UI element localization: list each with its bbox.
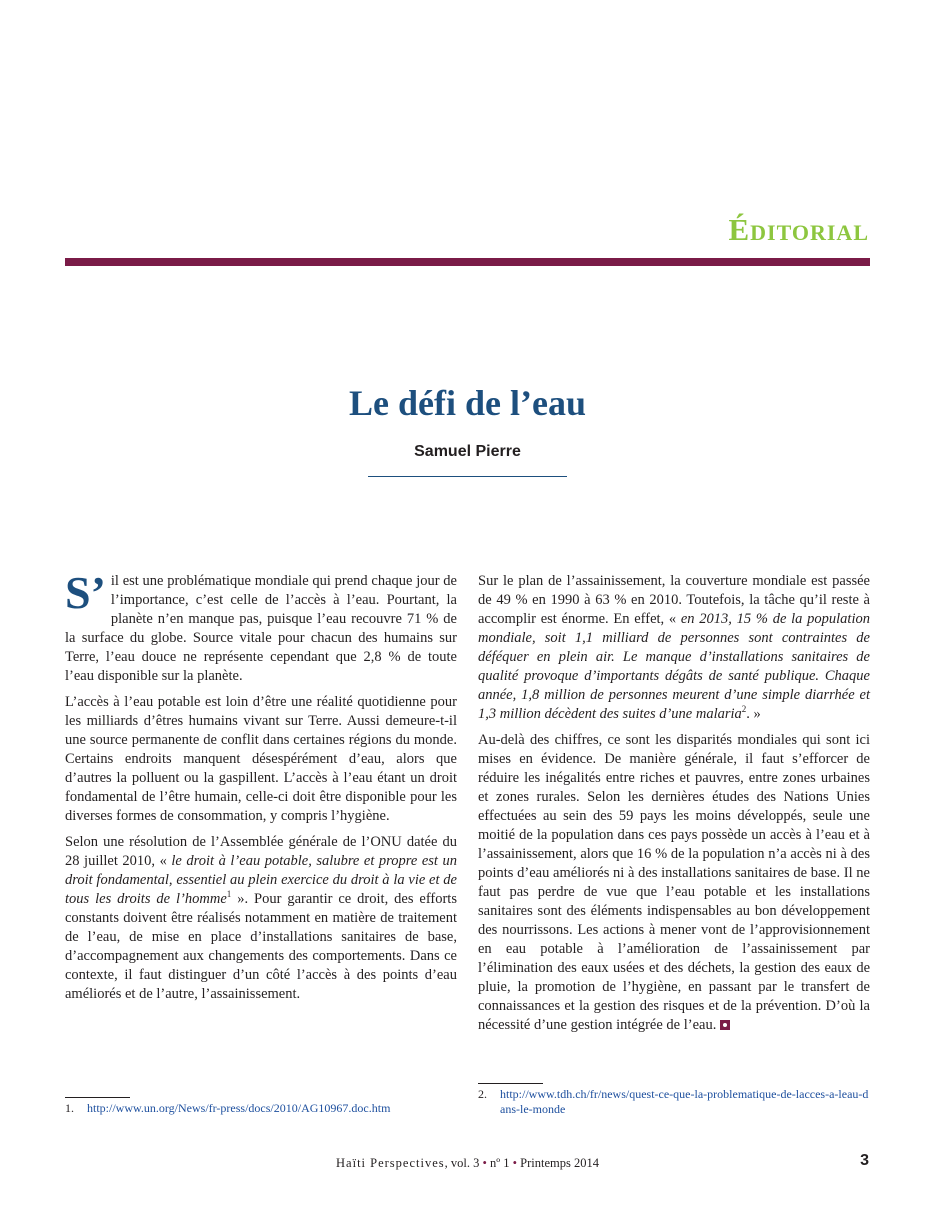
footer-separator-2: • [512,1156,518,1170]
article-title: Le défi de l’eau [349,383,586,423]
footnote-1-number: 1. [65,1101,74,1115]
footer-season: Printemps 2014 [517,1156,599,1170]
footnote-ref-2[interactable]: 2 [741,704,747,715]
section-label: Éditorial [728,212,869,247]
article-author: Samuel Pierre [414,443,521,460]
footnote-2-link[interactable]: http://www.tdh.ch/fr/news/quest-ce-que-la-problematique-de-lacces-a-leau-dans-le-monde [500,1087,869,1116]
footnote-1 [65,1101,457,1116]
paragraph-1 [65,567,457,686]
paragraph-1-text: il est une problématique mondiale qui prend chaque jour de l’importance, c’est celle de l’accès à l’eau. Pourtant, la planète n’en manque pas, puisque l’eau recouvre 71 % de la surface du globe. Source vitale pour chacun des humains sur Terre, l’eau douce ne représente cependant que 2,8 % de toute l’eau disponible sur la planète. [65,573,457,684]
footer-volume: , vol. 3 [444,1156,483,1170]
paragraph-5 [478,731,870,1035]
footnote-rule-right [478,1083,543,1084]
paragraph-2: L’accès à l’eau potable est loin d’être une réalité quotidienne pour les milliards d’êtres humains vivant sur Terre. Aussi demeure-t-il une source permanente de conflit dans certaines régions du monde. Certains endroits manquent désespérément d’eau, alors que d’autres la polluent ou la gaspillent. L’accès à l’eau étant un droit fondamental de l’être humain, celle-ci doit être disponible pour les diverses formes de consommation, y compris l’hygiène. [65,694,457,824]
left-column [65,567,457,1011]
paragraph-3-text-b: ». Pour garantir ce droit, des efforts constants doivent être réalisés notamment en matière de traitement de l’eau, de mise en place d’installations sanitaires de base, d’accompagnement aux changements des comportements. Dans ce contexte, il faut distinguer d’un côté l’accès à des points d’eau améliorés et de l’autre, l’assainissement. [65,891,457,1002]
paragraph-5-text: Au-delà des chiffres, ce sont les disparités mondiales qui sont ici mises en évidence. De manière générale, il faut s’efforcer de réduire les inégalités entre riches et pauvres, entre zones urbaines et zones rurales. Selon les dernières études des Nations Unies effectuées au sein des 59 pays les moins développés, seule une moitié de la population dans ces pays possède un accès à l’eau et à l’assainissement, alors que 16 % de la population n’a accès ni à des points d’eau améliorés ni à des installations sanitaires de base. Il ne faut pas perdre de vue que l’eau potable et les installations sanitaires sont des éléments indispensables au bon développement des nourrissons. Les actions à mener vont de l’approvisionnement en eau potable à l’amélioration de l’assainissement par l’élimination des eaux usées et des déchets, la gestion des eaux de pluie, la promotion de l’hygiène, en passant par le transfert de connaissances et la gestion des risques et de la prévention. D’où la nécessité d’une gestion intégrée de l’eau. [478,732,870,1033]
right-column [478,572,870,1042]
journal-name: Haïti Perspectives [336,1156,445,1170]
paragraph-4 [478,572,870,724]
author-divider [368,476,567,477]
paragraph-3 [65,833,457,1004]
sanitation-quote: en 2013, 15 % de la population mondiale, soit 1,1 milliard de personnes sont contraintes de déféquer en plein air. Le manque d’installations sanitaires de qualité provoque d’importants dégâts de santé publique. Chaque année, 1,8 million de personnes meurent d’une simple diarrhée et 1,3 million décèdent des suites d’une malaria [478,611,870,722]
paragraph-4-text-b: . » [746,706,761,722]
header-rule [65,258,870,266]
end-of-article-icon [720,1020,730,1030]
page-number: 3 [860,1152,869,1169]
drop-cap: S’ [65,567,106,618]
footnote-2-number: 2. [478,1087,487,1101]
footnote-rule-left [65,1097,130,1098]
paragraph-3-text-a: Selon une résolution de l’Assemblée générale de l’ONU datée du 28 juillet 2010, « [65,834,457,869]
footnote-2 [478,1087,870,1117]
footnote-ref-1[interactable]: 1 [226,889,232,900]
un-resolution-quote: le droit à l’eau potable, salubre et propre est un droit fondamental, essentiel au plein exercice du droit à la vie et de tous les droits de l’homme [65,853,457,907]
footer-issue: nº 1 [486,1156,513,1170]
footnote-1-link[interactable]: http://www.un.org/News/fr-press/docs/2010/AG10967.doc.htm [87,1101,391,1115]
footer-separator-1: • [482,1156,487,1170]
paragraph-4-text-a: Sur le plan de l’assainissement, la couverture mondiale est passée de 49 % en 1990 à 63 % en 2010. Toutefois, la tâche qu’il reste à accomplir est énorme. En effet, « [478,573,870,627]
page-footer [0,1156,935,1171]
